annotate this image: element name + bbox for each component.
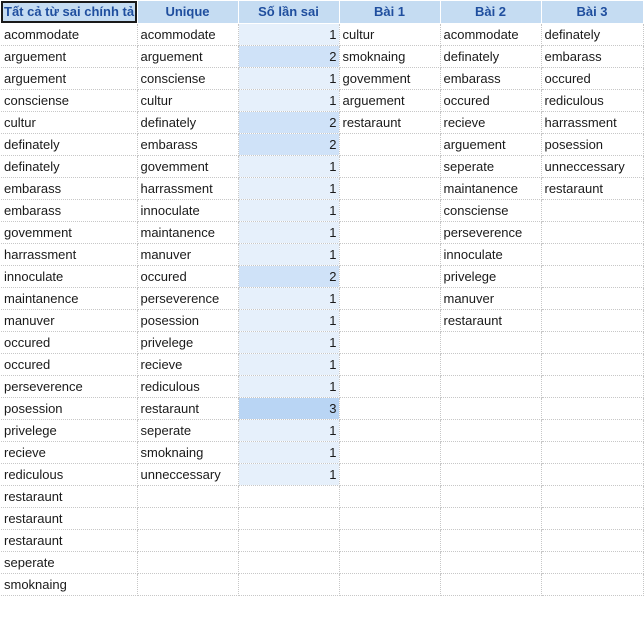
cell-bai-1[interactable] <box>339 529 440 551</box>
cell-bai-2[interactable]: privelege <box>440 265 541 287</box>
header-row <box>1 1 643 23</box>
cell-bai-1[interactable] <box>339 353 440 375</box>
cell-bai-1[interactable] <box>339 309 440 331</box>
cell-bai-3[interactable] <box>541 529 643 551</box>
cell-count[interactable]: 2 <box>238 265 339 287</box>
table-row <box>1 397 643 419</box>
cell-all-words[interactable]: embarass <box>1 177 137 199</box>
cell-all-words[interactable]: manuver <box>1 309 137 331</box>
cell-bai-3[interactable] <box>541 507 643 529</box>
cell-bai-2[interactable] <box>440 485 541 507</box>
cell-unique[interactable] <box>137 529 238 551</box>
cell-unique[interactable]: acommodate <box>137 23 238 45</box>
cell-bai-2[interactable] <box>440 419 541 441</box>
cell-count[interactable]: 1 <box>238 89 339 111</box>
cell-bai-2[interactable]: manuver <box>440 287 541 309</box>
cell-all-words[interactable]: perseverence <box>1 375 137 397</box>
cell-unique[interactable] <box>137 485 238 507</box>
cell-bai-1[interactable] <box>339 441 440 463</box>
cell-unique[interactable]: seperate <box>137 419 238 441</box>
cell-unique[interactable]: perseverence <box>137 287 238 309</box>
table-row <box>1 265 643 287</box>
cell-all-words[interactable]: maintanence <box>1 287 137 309</box>
header-all-words[interactable]: Tất cả từ sai chính tả <box>1 1 137 23</box>
cell-bai-3[interactable]: definately <box>541 23 643 45</box>
cell-bai-3[interactable] <box>541 397 643 419</box>
cell-bai-1[interactable] <box>339 397 440 419</box>
cell-bai-2[interactable]: consciense <box>440 199 541 221</box>
cell-bai-1[interactable] <box>339 375 440 397</box>
table-row <box>1 551 643 573</box>
cell-count[interactable]: 1 <box>238 375 339 397</box>
cell-bai-3[interactable]: restaraunt <box>541 177 643 199</box>
cell-bai-1[interactable] <box>339 551 440 573</box>
cell-bai-3[interactable] <box>541 573 643 595</box>
cell-unique[interactable] <box>137 507 238 529</box>
cell-bai-1[interactable]: arguement <box>339 89 440 111</box>
cell-unique[interactable]: consciense <box>137 67 238 89</box>
cell-bai-3[interactable]: embarass <box>541 45 643 67</box>
cell-bai-3[interactable] <box>541 485 643 507</box>
cell-bai-2[interactable]: arguement <box>440 133 541 155</box>
table-row <box>1 573 643 595</box>
cell-all-words[interactable]: harrassment <box>1 243 137 265</box>
cell-all-words[interactable]: arguement <box>1 45 137 67</box>
cell-bai-1[interactable] <box>339 133 440 155</box>
table-row <box>1 199 643 221</box>
cell-bai-1[interactable]: smoknaing <box>339 45 440 67</box>
cell-bai-3[interactable] <box>541 375 643 397</box>
cell-bai-2[interactable] <box>440 441 541 463</box>
cell-bai-1[interactable] <box>339 177 440 199</box>
cell-unique[interactable]: occured <box>137 265 238 287</box>
cell-bai-3[interactable]: harrassment <box>541 111 643 133</box>
cell-count[interactable]: 1 <box>238 419 339 441</box>
cell-bai-3[interactable] <box>541 199 643 221</box>
cell-all-words[interactable]: seperate <box>1 551 137 573</box>
table-row <box>1 89 643 111</box>
table-row <box>1 287 643 309</box>
cell-bai-2[interactable]: innoculate <box>440 243 541 265</box>
table-row <box>1 529 643 551</box>
cell-unique[interactable]: embarass <box>137 133 238 155</box>
cell-bai-1[interactable] <box>339 287 440 309</box>
cell-bai-2[interactable] <box>440 507 541 529</box>
cell-all-words[interactable]: consciense <box>1 89 137 111</box>
cell-count[interactable]: 1 <box>238 287 339 309</box>
cell-unique[interactable]: harrassment <box>137 177 238 199</box>
cell-bai-2[interactable]: restaraunt <box>440 309 541 331</box>
cell-all-words[interactable]: govemment <box>1 221 137 243</box>
cell-count[interactable]: 1 <box>238 463 339 485</box>
cell-bai-3[interactable] <box>541 441 643 463</box>
cell-all-words[interactable]: embarass <box>1 199 137 221</box>
cell-bai-1[interactable]: cultur <box>339 23 440 45</box>
cell-bai-2[interactable] <box>440 375 541 397</box>
table-row <box>1 67 643 89</box>
cell-all-words[interactable]: privelege <box>1 419 137 441</box>
cell-bai-2[interactable] <box>440 529 541 551</box>
cell-count[interactable]: 3 <box>238 397 339 419</box>
cell-count[interactable]: 1 <box>238 331 339 353</box>
cell-unique[interactable]: manuver <box>137 243 238 265</box>
cell-all-words[interactable]: arguement <box>1 67 137 89</box>
cell-bai-3[interactable] <box>541 287 643 309</box>
cell-count[interactable]: 1 <box>238 221 339 243</box>
cell-unique[interactable]: rediculous <box>137 375 238 397</box>
cell-bai-3[interactable] <box>541 309 643 331</box>
header-bai-2[interactable]: Bài 2 <box>440 1 541 23</box>
cell-all-words[interactable]: acommodate <box>1 23 137 45</box>
cell-unique[interactable] <box>137 573 238 595</box>
cell-bai-1[interactable] <box>339 155 440 177</box>
table-row <box>1 23 643 45</box>
cell-all-words[interactable]: rediculous <box>1 463 137 485</box>
cell-bai-2[interactable] <box>440 463 541 485</box>
cell-all-words[interactable]: definately <box>1 155 137 177</box>
cell-bai-2[interactable]: acommodate <box>440 23 541 45</box>
cell-count[interactable]: 1 <box>238 309 339 331</box>
cell-count[interactable]: 2 <box>238 133 339 155</box>
cell-all-words[interactable]: posession <box>1 397 137 419</box>
table-row <box>1 177 643 199</box>
table-row <box>1 45 643 67</box>
cell-count[interactable]: 1 <box>238 155 339 177</box>
cell-bai-2[interactable]: recieve <box>440 111 541 133</box>
header-bai-1[interactable]: Bài 1 <box>339 1 440 23</box>
table-row <box>1 507 643 529</box>
table-row <box>1 419 643 441</box>
cell-all-words[interactable]: occured <box>1 331 137 353</box>
table-row <box>1 221 643 243</box>
cell-count[interactable]: 1 <box>238 67 339 89</box>
table-row <box>1 375 643 397</box>
cell-bai-3[interactable] <box>541 551 643 573</box>
cell-bai-2[interactable]: definately <box>440 45 541 67</box>
cell-bai-1[interactable]: govemment <box>339 67 440 89</box>
cell-bai-1[interactable] <box>339 507 440 529</box>
header-count[interactable]: Số lần sai <box>238 1 339 23</box>
cell-bai-3[interactable] <box>541 221 643 243</box>
table-row <box>1 133 643 155</box>
cell-all-words[interactable]: occured <box>1 353 137 375</box>
cell-bai-1[interactable] <box>339 243 440 265</box>
cell-bai-1[interactable] <box>339 265 440 287</box>
cell-bai-1[interactable] <box>339 485 440 507</box>
cell-bai-3[interactable]: unneccessary <box>541 155 643 177</box>
header-unique[interactable]: Unique <box>137 1 238 23</box>
cell-bai-3[interactable]: rediculous <box>541 89 643 111</box>
table-row <box>1 353 643 375</box>
cell-count[interactable] <box>238 507 339 529</box>
cell-bai-2[interactable] <box>440 573 541 595</box>
cell-all-words[interactable]: restaraunt <box>1 529 137 551</box>
cell-bai-1[interactable] <box>339 331 440 353</box>
grid-body <box>1 23 643 595</box>
table-row <box>1 331 643 353</box>
cell-count[interactable]: 1 <box>238 199 339 221</box>
table-row <box>1 309 643 331</box>
cell-unique[interactable]: smoknaing <box>137 441 238 463</box>
cell-bai-3[interactable]: posession <box>541 133 643 155</box>
cell-count[interactable]: 1 <box>238 177 339 199</box>
cell-all-words[interactable]: restaraunt <box>1 485 137 507</box>
table-row <box>1 463 643 485</box>
cell-bai-2[interactable] <box>440 331 541 353</box>
cell-bai-2[interactable] <box>440 551 541 573</box>
table-row <box>1 243 643 265</box>
cell-bai-3[interactable] <box>541 331 643 353</box>
cell-unique[interactable]: arguement <box>137 45 238 67</box>
cell-bai-2[interactable] <box>440 397 541 419</box>
spreadsheet-grid <box>1 1 644 596</box>
cell-count[interactable]: 1 <box>238 23 339 45</box>
cell-count[interactable] <box>238 551 339 573</box>
table-row <box>1 155 643 177</box>
cell-unique[interactable]: maintanence <box>137 221 238 243</box>
cell-unique[interactable]: restaraunt <box>137 397 238 419</box>
cell-count[interactable]: 1 <box>238 441 339 463</box>
table-row <box>1 441 643 463</box>
header-bai-3[interactable]: Bài 3 <box>541 1 643 23</box>
cell-bai-1[interactable] <box>339 463 440 485</box>
cell-unique[interactable]: cultur <box>137 89 238 111</box>
cell-unique[interactable]: definately <box>137 111 238 133</box>
cell-bai-1[interactable] <box>339 221 440 243</box>
cell-all-words[interactable]: definately <box>1 133 137 155</box>
cell-bai-2[interactable]: perseverence <box>440 221 541 243</box>
cell-unique[interactable]: posession <box>137 309 238 331</box>
cell-all-words[interactable]: innoculate <box>1 265 137 287</box>
cell-count[interactable] <box>238 485 339 507</box>
cell-all-words[interactable]: smoknaing <box>1 573 137 595</box>
table-row <box>1 111 643 133</box>
cell-bai-2[interactable]: occured <box>440 89 541 111</box>
cell-unique[interactable] <box>137 551 238 573</box>
cell-bai-3[interactable] <box>541 265 643 287</box>
cell-bai-3[interactable] <box>541 419 643 441</box>
cell-bai-2[interactable]: maintanence <box>440 177 541 199</box>
table-row <box>1 485 643 507</box>
cell-unique[interactable]: govemment <box>137 155 238 177</box>
cell-count[interactable]: 2 <box>238 111 339 133</box>
cell-bai-3[interactable] <box>541 243 643 265</box>
cell-all-words[interactable]: restaraunt <box>1 507 137 529</box>
cell-unique[interactable]: innoculate <box>137 199 238 221</box>
cell-bai-3[interactable] <box>541 353 643 375</box>
cell-bai-1[interactable]: restaraunt <box>339 111 440 133</box>
cell-unique[interactable]: recieve <box>137 353 238 375</box>
cell-bai-2[interactable] <box>440 353 541 375</box>
cell-count[interactable]: 2 <box>238 45 339 67</box>
cell-all-words[interactable]: recieve <box>1 441 137 463</box>
cell-bai-2[interactable]: embarass <box>440 67 541 89</box>
cell-count[interactable]: 1 <box>238 353 339 375</box>
cell-bai-1[interactable] <box>339 199 440 221</box>
cell-count[interactable] <box>238 573 339 595</box>
cell-bai-2[interactable]: seperate <box>440 155 541 177</box>
cell-bai-1[interactable] <box>339 419 440 441</box>
cell-count[interactable]: 1 <box>238 243 339 265</box>
cell-all-words[interactable]: cultur <box>1 111 137 133</box>
cell-bai-3[interactable] <box>541 463 643 485</box>
cell-bai-3[interactable]: occured <box>541 67 643 89</box>
cell-bai-1[interactable] <box>339 573 440 595</box>
cell-unique[interactable]: unneccessary <box>137 463 238 485</box>
cell-unique[interactable]: privelege <box>137 331 238 353</box>
cell-count[interactable] <box>238 529 339 551</box>
